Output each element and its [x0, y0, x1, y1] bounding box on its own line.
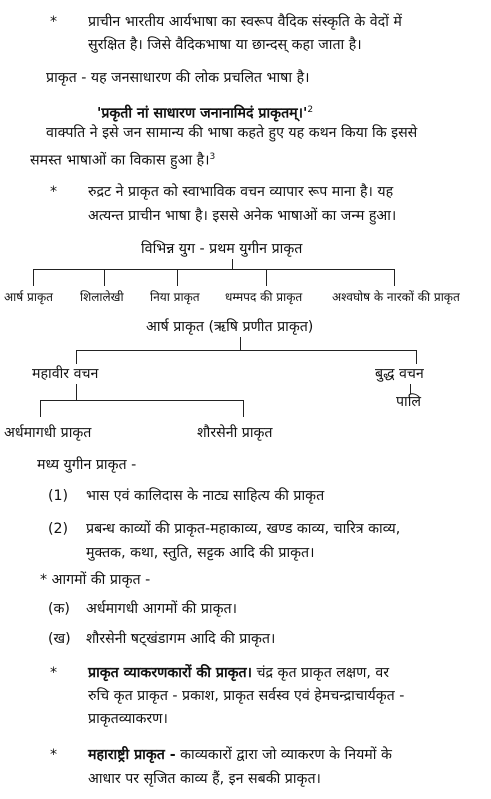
text-line: प्राकृतव्याकरण।: [88, 711, 168, 727]
connector: [76, 350, 77, 364]
section-heading: * आगमों की प्राकृत -: [40, 572, 151, 588]
prakrit-definition: प्राकृत - यह जनसाधारण की लोक प्रचलित भाषा है।: [46, 70, 310, 86]
item-number: (1): [48, 488, 69, 504]
text-line: भास एवं कालिदास के नाट्य साहित्य की प्राकृत: [86, 488, 325, 504]
connector: [33, 269, 34, 286]
text-line: अत्यन्त प्राचीन भाषा है। इससे अनेक भाषाओं का जन्म हुआ।: [88, 208, 397, 224]
tree2-right: बुद्ध वचन: [375, 366, 424, 382]
bold-heading: महाराष्ट्री प्राकृत -: [88, 747, 176, 763]
tree1-child: अश्वघोष के नारकों की प्राकृत: [332, 290, 460, 304]
bold-heading: प्राकृत व्याकरणकारों की प्राकृत।: [88, 665, 252, 681]
connector: [177, 269, 178, 286]
connector: [76, 384, 77, 401]
text-line: रुद्रट ने प्राकृत को स्वाभाविक वचन व्यापार रूप माना है। यह: [88, 184, 394, 200]
connector: [33, 269, 395, 270]
item-number: (ख): [48, 631, 71, 647]
bullet-star: *: [50, 747, 58, 763]
text-line: आधार पर सृजित काव्य हैं, इन सबकी प्राकृत।: [88, 771, 321, 787]
text-line: रुचि कृत प्राकृत - प्रकाश, प्राकृत सर्वस्व एवं हेमचन्द्राचार्यकृत -: [88, 688, 405, 704]
bullet-star: *: [50, 665, 58, 681]
tree1-child: आर्ष प्राकृत: [4, 290, 54, 304]
item-number: (2): [48, 521, 69, 537]
connector: [104, 269, 105, 286]
tree1-child: निया प्राकृत: [150, 290, 200, 304]
text-line: शौरसेनी षट्खंडागम आदि की प्राकृत।: [86, 631, 276, 647]
tree2-leaf: अर्धमागधी प्राकृत: [4, 425, 92, 441]
tree2-left: महावीर वचन: [32, 366, 99, 382]
text-line: समस्त भाषाओं का विकास हुआ है।$^3$: [30, 152, 216, 169]
connector: [416, 350, 417, 364]
connector: [266, 269, 267, 286]
bullet-star: *: [50, 14, 58, 30]
tree2-right-child: पालि: [396, 394, 422, 410]
text-line: सुरक्षित है। जिसे वैदिकभाषा या छान्दस् कहा जाता है।: [88, 37, 362, 53]
tree1-child: धम्मपद की प्राकृत: [225, 290, 303, 304]
text-line: प्रबन्ध काव्यों की प्राकृत-महाकाव्य, खण्ड काव्य, चारित्र काव्य,: [86, 521, 401, 537]
connector: [243, 400, 244, 417]
text-line: प्राचीन भारतीय आर्यभाषा का स्वरूप वैदिक संस्कृति के वेदों में: [88, 14, 402, 30]
footnote-mark: 3: [209, 152, 216, 162]
text-line: वाक्पति ने इसे जन सामान्य की भाषा कहते हुए यह कथन किया कि इससे: [46, 125, 418, 141]
tree1-child: शिलालेखी: [80, 290, 124, 304]
text-line: अर्धमागधी आगमों की प्राकृत।: [86, 601, 237, 617]
connector: [76, 350, 417, 351]
connector: [394, 269, 395, 286]
text-line: महाराष्ट्री प्राकृत - काव्यकारों द्वारा जो व्याकरण के नियमों के: [88, 747, 392, 763]
tree2-root: आर्ष प्राकृत (ऋषि प्रणीत प्राकृत): [146, 319, 314, 335]
tree2-leaf: शौरसेनी प्राकृत: [197, 425, 273, 441]
connector: [240, 337, 241, 351]
section-heading: मध्य युगीन प्राकृत -: [37, 457, 137, 473]
item-number: (क): [48, 601, 70, 617]
footnote-mark: 2: [307, 105, 314, 115]
text-line: प्राकृत व्याकरणकारों की प्राकृत। चंद्र कृत प्राकृत लक्षण, वर: [88, 665, 390, 681]
text-line: मुक्तक, कथा, स्तुति, सट्टक आदि की प्राकृत।: [86, 545, 315, 561]
bullet-star: *: [50, 184, 58, 200]
connector: [40, 400, 41, 417]
connector: [40, 400, 244, 401]
sanskrit-quote: 'प्रकृती नां साधारण जनानामिदं $प्राकृतम्।'^2$: [97, 105, 314, 122]
tree1-root: विभिन्न युग - प्रथम युगीन प्राकृत: [141, 241, 303, 257]
